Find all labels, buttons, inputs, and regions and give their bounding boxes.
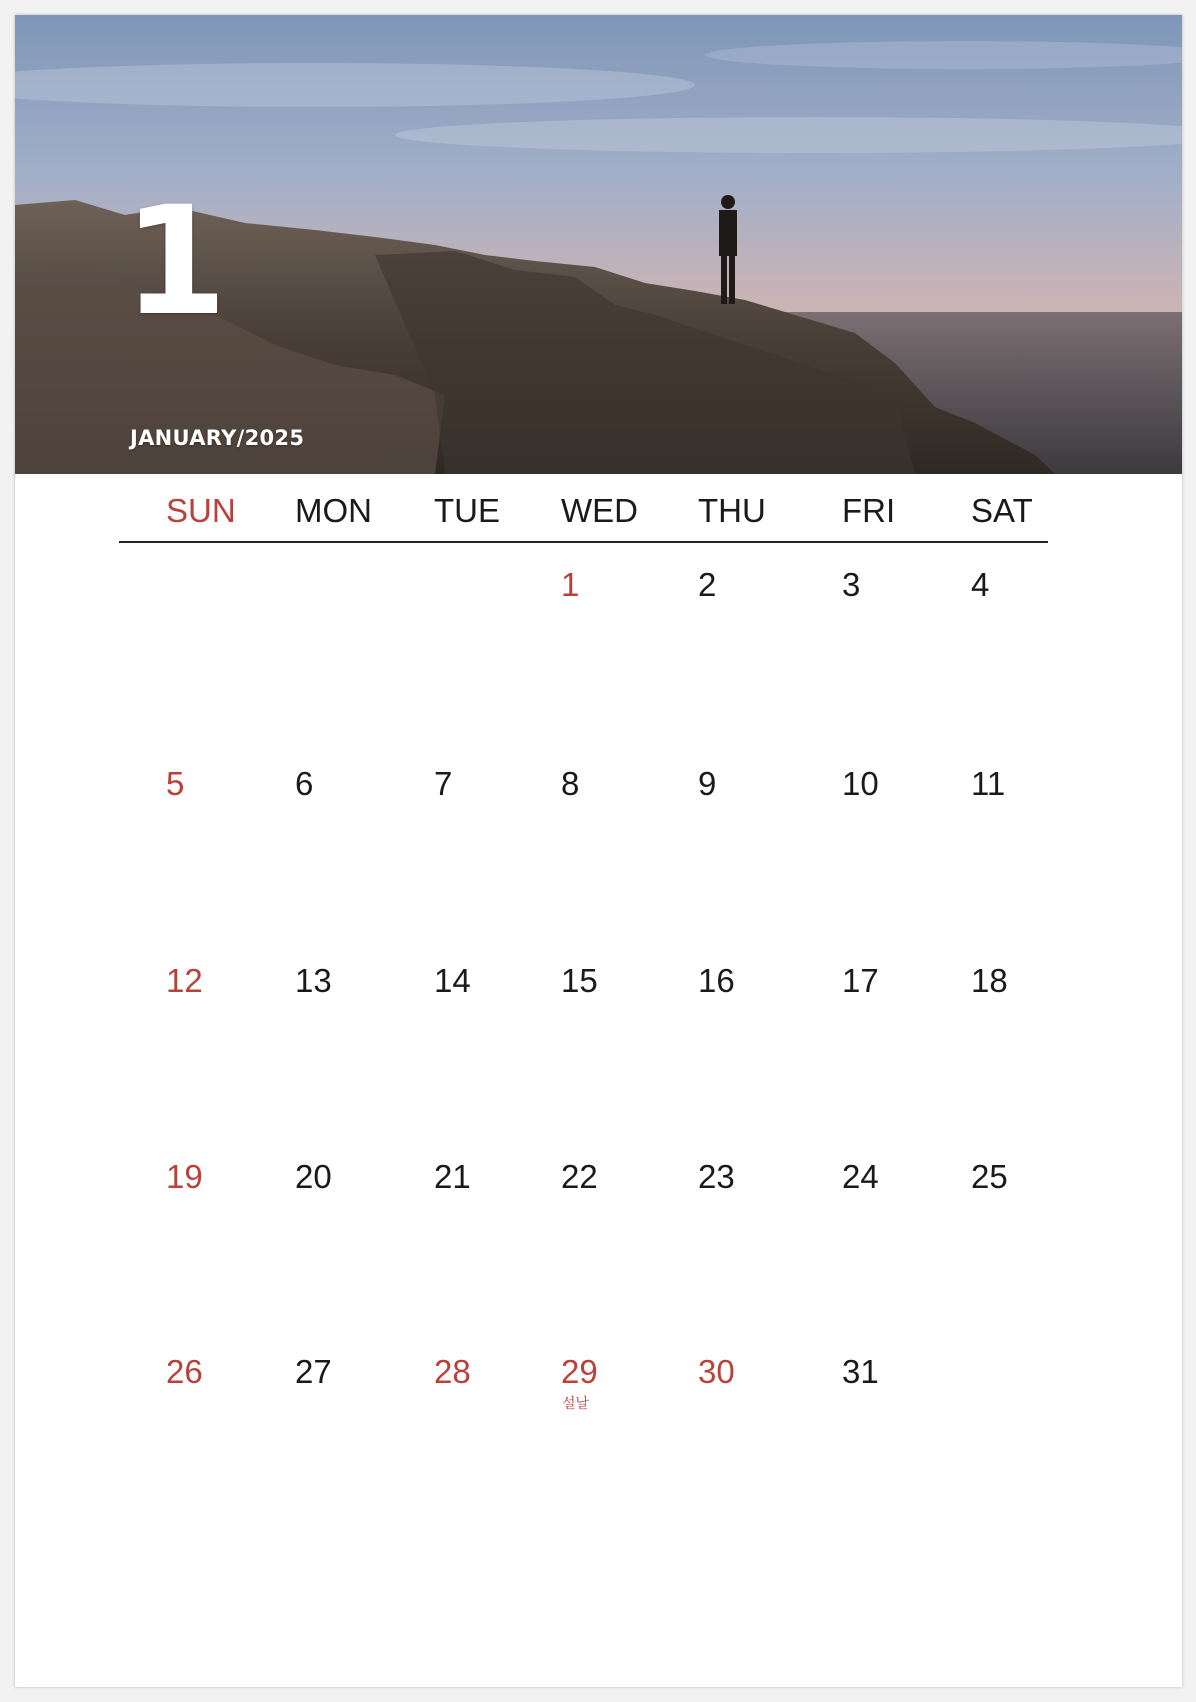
weekday-mon: MON — [295, 492, 372, 529]
day-23[interactable]: 23 — [698, 1158, 735, 1195]
weekday-thu: THU — [698, 492, 766, 529]
calendar-page — [15, 15, 1182, 1687]
header-photo — [15, 15, 1182, 474]
header-divider — [119, 541, 1048, 543]
day-13[interactable]: 13 — [295, 962, 332, 999]
day-20[interactable]: 20 — [295, 1158, 332, 1195]
day-16[interactable]: 16 — [698, 962, 735, 999]
day-30[interactable]: 30 — [698, 1353, 735, 1390]
holiday-label: 설날 — [562, 1395, 590, 1411]
day-14[interactable]: 14 — [434, 962, 471, 999]
month-number: 1 — [123, 175, 224, 349]
day-27[interactable]: 27 — [295, 1353, 332, 1390]
day-26[interactable]: 26 — [166, 1353, 203, 1390]
weekday-fri: FRI — [842, 492, 896, 529]
weekday-wed: WED — [561, 492, 638, 529]
day-15[interactable]: 15 — [561, 962, 598, 999]
weekday-tue: TUE — [434, 492, 500, 529]
day-17[interactable]: 17 — [842, 962, 879, 999]
day-19[interactable]: 19 — [166, 1158, 203, 1195]
day-12[interactable]: 12 — [166, 962, 203, 999]
day-7[interactable]: 7 — [434, 765, 453, 802]
day-4[interactable]: 4 — [971, 566, 990, 603]
day-3[interactable]: 3 — [842, 566, 861, 603]
day-11[interactable]: 11 — [971, 765, 1006, 802]
day-9[interactable]: 9 — [698, 765, 717, 802]
day-6[interactable]: 6 — [295, 765, 314, 802]
day-10[interactable]: 10 — [842, 765, 879, 802]
day-21[interactable]: 21 — [434, 1158, 471, 1195]
day-18[interactable]: 18 — [971, 962, 1008, 999]
day-2[interactable]: 2 — [698, 566, 717, 603]
month-year-label: JANUARY/2025 — [130, 426, 305, 450]
day-29[interactable]: 29 — [561, 1353, 598, 1390]
weekday-header — [119, 474, 1048, 542]
day-28[interactable]: 28 — [434, 1353, 471, 1390]
day-25[interactable]: 25 — [971, 1158, 1008, 1195]
day-31[interactable]: 31 — [842, 1353, 879, 1390]
weekday-sat: SAT — [971, 492, 1033, 529]
day-8[interactable]: 8 — [561, 765, 580, 802]
day-5[interactable]: 5 — [166, 765, 185, 802]
day-24[interactable]: 24 — [842, 1158, 879, 1195]
weekday-sun: SUN — [166, 492, 236, 529]
day-1[interactable]: 1 — [561, 566, 580, 603]
day-22[interactable]: 22 — [561, 1158, 598, 1195]
